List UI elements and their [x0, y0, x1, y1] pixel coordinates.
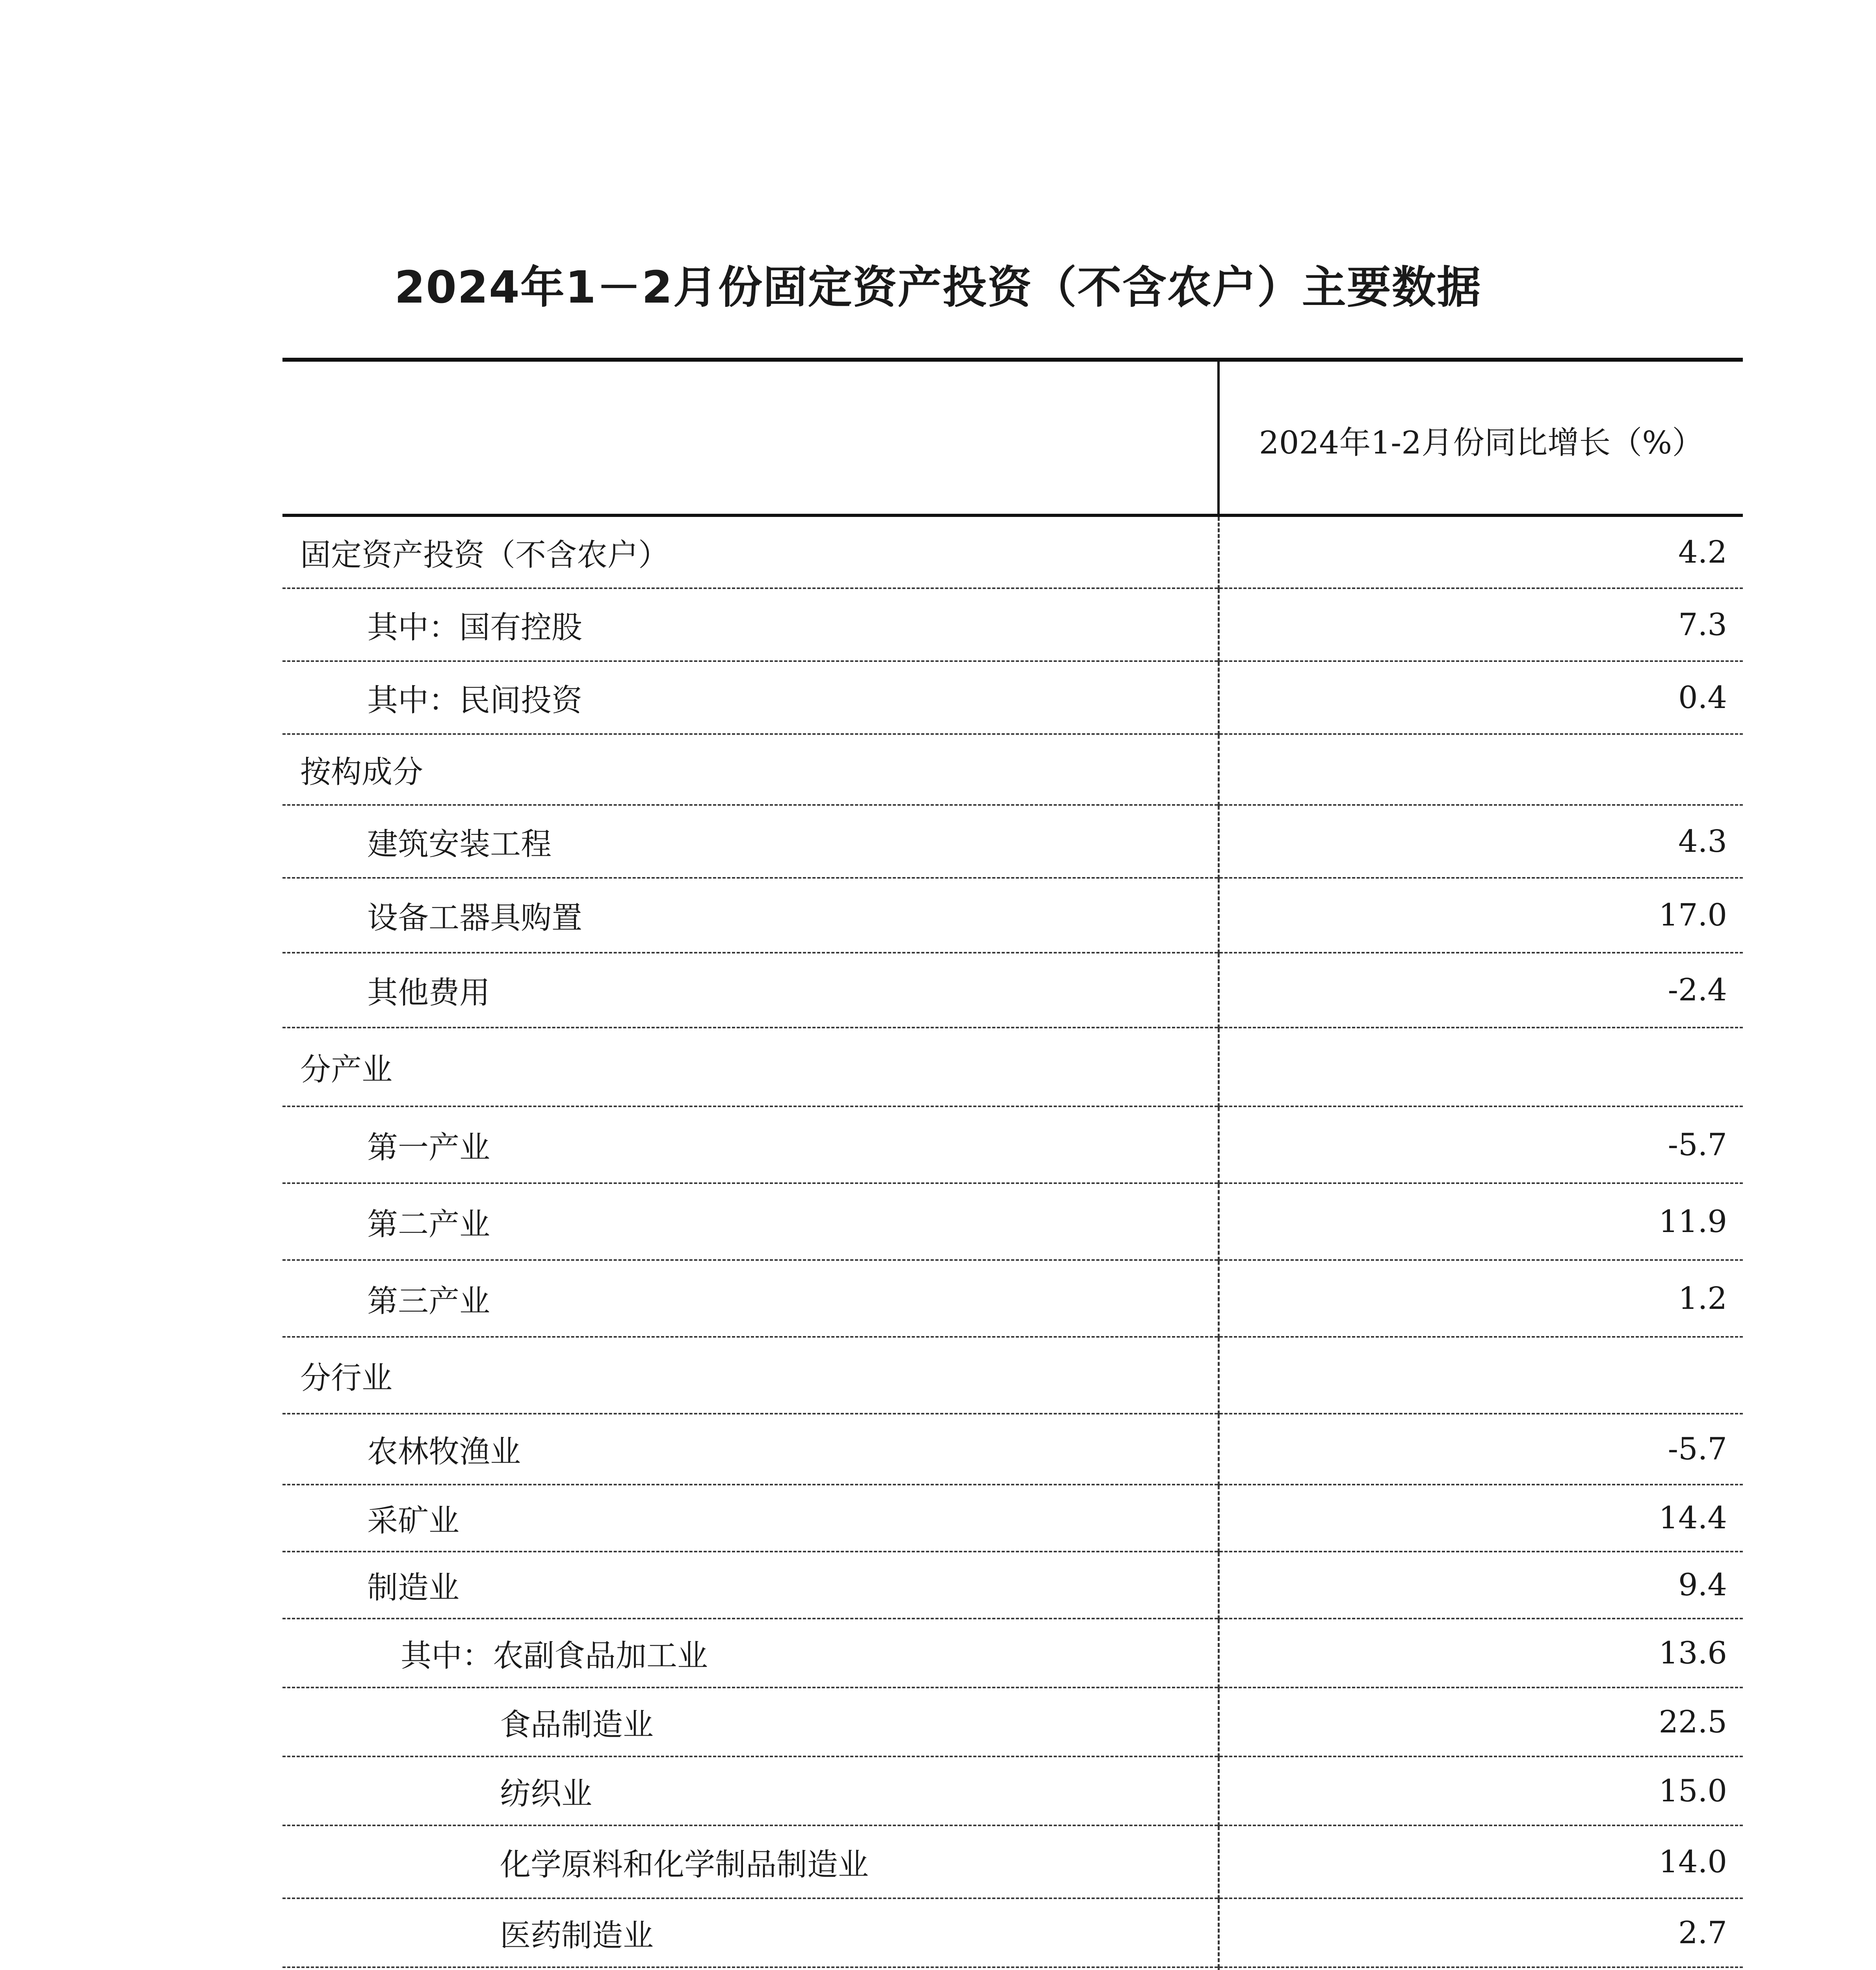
table-row: [282, 953, 1743, 1028]
row-value: [1218, 734, 1743, 805]
row-label: 设备工器具购置: [282, 878, 1218, 953]
table-row: [282, 1619, 1743, 1688]
row-value: 2.7: [1218, 1898, 1743, 1967]
row-value: 15.0: [1218, 1756, 1743, 1825]
row-value: 14.4: [1218, 1485, 1743, 1552]
row-value: 17.0: [1218, 878, 1743, 953]
page-title: 2024年1－2月份固定资产投资（不含农户）主要数据: [394, 262, 1482, 313]
table-row: [282, 1967, 1743, 1970]
table-row: [282, 1337, 1743, 1414]
row-value: 4.2: [1218, 515, 1743, 588]
row-value: 4.3: [1218, 805, 1743, 878]
row-value: 13.6: [1218, 1619, 1743, 1688]
row-value: 11.9: [1218, 1183, 1743, 1260]
row-label: 固定资产投资（不含农户）: [282, 515, 1218, 588]
row-label: 农林牧渔业: [282, 1414, 1218, 1485]
row-value: 0.4: [1218, 661, 1743, 734]
row-value: -2.4: [1218, 953, 1743, 1028]
row-value: 14.0: [1218, 1825, 1743, 1898]
row-value: 9.4: [1218, 1552, 1743, 1619]
table-row: [282, 734, 1743, 805]
row-value: [1218, 1337, 1743, 1414]
row-value: 1.2: [1218, 1260, 1743, 1337]
row-label: 其他费用: [282, 953, 1218, 1028]
table-row: [282, 805, 1743, 878]
row-label: 制造业: [282, 1552, 1218, 1619]
row-value: 22.5: [1218, 1688, 1743, 1756]
table-row: [282, 878, 1743, 953]
table-body: [282, 515, 1743, 1970]
data-table: [282, 358, 1743, 1970]
table-row: [282, 1260, 1743, 1337]
row-label: 第二产业: [282, 1183, 1218, 1260]
table-row: [282, 661, 1743, 734]
row-label: 化学原料和化学制品制造业: [282, 1825, 1218, 1898]
table-row: [282, 1028, 1743, 1106]
row-label: 第三产业: [282, 1260, 1218, 1337]
row-label: 按构成分: [282, 734, 1218, 805]
row-label: 纺织业: [282, 1756, 1218, 1825]
row-value: -5.7: [1218, 1414, 1743, 1485]
row-label: 采矿业: [282, 1485, 1218, 1552]
table-row: [282, 1688, 1743, 1756]
table-row: [282, 1825, 1743, 1898]
row-label: 其中：民间投资: [282, 661, 1218, 734]
row-label: [282, 1967, 1218, 1970]
header-label-cell: [282, 360, 1218, 515]
row-label: 其中：国有控股: [282, 588, 1218, 661]
table-row: [282, 1414, 1743, 1485]
table-row: [282, 1106, 1743, 1183]
table-row: [282, 1485, 1743, 1552]
table-row: [282, 1183, 1743, 1260]
row-label: 分行业: [282, 1337, 1218, 1414]
row-value: [1218, 1967, 1743, 1970]
table-row: [282, 588, 1743, 661]
row-value: -5.7: [1218, 1106, 1743, 1183]
row-label: 食品制造业: [282, 1688, 1218, 1756]
row-label: 建筑安装工程: [282, 805, 1218, 878]
table-row: [282, 1552, 1743, 1619]
table-row: [282, 1898, 1743, 1967]
table-row: [282, 1756, 1743, 1825]
row-label: 其中：农副食品加工业: [282, 1619, 1218, 1688]
row-label: 医药制造业: [282, 1898, 1218, 1967]
row-label: 分产业: [282, 1028, 1218, 1106]
row-value: 7.3: [1218, 588, 1743, 661]
table-row: [282, 515, 1743, 588]
row-value: [1218, 1028, 1743, 1106]
row-label: 第一产业: [282, 1106, 1218, 1183]
table-header-row: [282, 360, 1743, 515]
header-value-cell: 2024年1-2月份同比增长（%）: [1218, 360, 1743, 515]
